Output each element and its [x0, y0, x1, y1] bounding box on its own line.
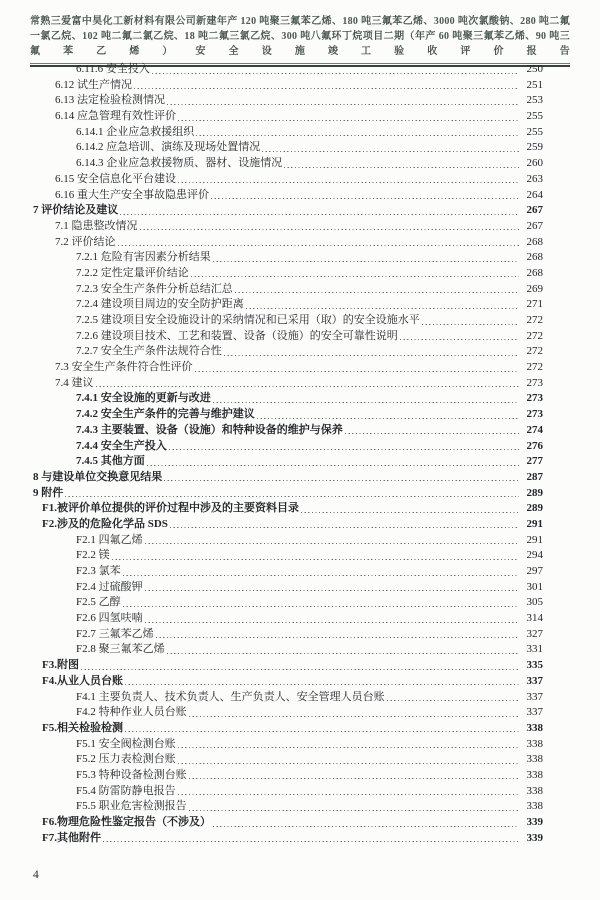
dotted-leader: [400, 329, 519, 345]
toc-entry-page-number: 337: [526, 706, 543, 719]
running-header: [30, 14, 570, 67]
dotted-leader: [178, 752, 519, 768]
dotted-leader: [178, 109, 519, 125]
toc-entry-label: 6.12 试生产情况: [55, 78, 132, 91]
dotted-leader: [257, 407, 519, 423]
toc-entry-page-number: 268: [526, 251, 543, 264]
toc-entry-label: 6.14 应急管理有效性评价: [55, 110, 176, 123]
dotted-leader: [224, 344, 519, 360]
toc-entry: [33, 454, 543, 470]
dotted-leader: [164, 470, 519, 486]
toc-entry-page-number: 263: [526, 172, 543, 185]
toc-entry-label: F2.8 聚三氟苯乙烯: [76, 643, 165, 656]
dotted-leader: [125, 674, 519, 690]
toc-entry-page-number: 314: [526, 612, 543, 625]
dotted-leader: [169, 439, 519, 455]
toc-entry-page-number: 289: [526, 502, 543, 515]
toc-entry: [33, 658, 543, 674]
toc-entry-page-number: 267: [526, 204, 543, 217]
toc-entry-label: 7.2.4 建设项目周边的安全防护距离: [76, 298, 244, 311]
toc-entry-page-number: 338: [526, 753, 543, 766]
toc-entry-label: 7.4.2 安全生产条件的完善与维护建议: [76, 408, 255, 421]
table-of-contents: [33, 62, 543, 846]
toc-entry-page-number: 255: [526, 125, 543, 138]
toc-entry-page-number: 301: [526, 580, 543, 593]
toc-entry: [33, 705, 543, 721]
dotted-leader: [262, 140, 519, 156]
toc-entry-label: F2.5 乙醇: [76, 596, 121, 609]
toc-entry-label: 7.4.4 安全生产投入: [76, 439, 167, 452]
dotted-leader: [170, 517, 519, 533]
toc-entry-label: 7.4 建议: [55, 376, 94, 389]
toc-entry-label: F2.2 镁: [76, 549, 110, 562]
toc-entry-label: 6.11.6 安全投入: [76, 63, 150, 75]
toc-entry-page-number: 337: [526, 674, 543, 687]
toc-entry-label: 7.2.6 建设项目技术、工艺和装置、设备（设施）的安全可靠性说明: [76, 329, 398, 342]
toc-entry: [33, 595, 543, 611]
dotted-leader: [81, 658, 519, 674]
toc-entry-page-number: 305: [526, 596, 543, 609]
toc-entry-label: 7.2 评价结论: [55, 235, 116, 248]
toc-entry-label: F4.从业人员台账: [42, 674, 123, 687]
toc-entry: [33, 517, 543, 533]
toc-entry-label: F4.1 主要负责人、技术负责人、生产负责人、安全管理人员台账: [76, 690, 385, 703]
toc-entry-page-number: 273: [526, 376, 543, 389]
toc-entry: [33, 752, 543, 768]
toc-entry-label: F4.2 特种作业人员台账: [76, 706, 187, 719]
toc-entry: [33, 611, 543, 627]
toc-entry-label: 7.2.3 安全生产条件分析总结汇总: [76, 282, 233, 295]
toc-entry-page-number: 255: [526, 110, 543, 123]
dotted-leader: [120, 203, 519, 219]
toc-entry-page-number: 338: [526, 737, 543, 750]
toc-entry: [33, 721, 543, 737]
toc-entry: [33, 282, 543, 298]
toc-entry-page-number: 287: [526, 470, 543, 483]
toc-entry-label: 7 评价结论及建议: [33, 204, 119, 217]
dotted-leader: [123, 564, 519, 580]
dotted-leader: [213, 250, 519, 266]
dotted-leader: [213, 391, 519, 407]
footer-page-number: 4: [33, 869, 39, 881]
dotted-leader: [125, 721, 519, 737]
toc-entry: [33, 674, 543, 690]
toc-entry: [33, 831, 543, 847]
toc-entry-label: F2.4 过硫酸钾: [76, 580, 143, 593]
toc-entry: [33, 407, 543, 423]
dotted-leader: [145, 580, 519, 596]
toc-entry-page-number: 338: [526, 721, 543, 734]
toc-entry: [33, 533, 543, 549]
dotted-leader: [145, 533, 519, 549]
toc-entry-label: F2.3 氯苯: [76, 565, 121, 577]
toc-entry-label: F6.物理危险性鉴定报告（不涉及）: [42, 816, 211, 828]
toc-entry-label: F2.涉及的危险化学品 SDS: [42, 517, 168, 530]
toc-entry-label: F1.被评价单位提供的评价过程中涉及的主要资料目录: [42, 502, 299, 515]
toc-entry-label: F5.相关检验检测: [42, 721, 123, 734]
toc-entry-page-number: 338: [526, 768, 543, 781]
dotted-leader: [301, 501, 519, 517]
toc-entry-page-number: 250: [526, 63, 543, 75]
dotted-leader: [134, 78, 519, 94]
toc-entry-label: F7.其他附件: [42, 831, 101, 844]
toc-entry: [33, 642, 543, 658]
dotted-leader: [123, 595, 519, 611]
toc-entry: [33, 156, 543, 172]
dotted-leader: [147, 454, 519, 470]
toc-entry-page-number: 289: [526, 486, 543, 499]
toc-entry: [33, 313, 543, 329]
toc-entry-page-number: 297: [526, 565, 543, 577]
toc-entry: [33, 172, 543, 188]
toc-entry: [33, 423, 543, 439]
dotted-leader: [422, 313, 519, 329]
toc-entry-label: 7.2.2 定性定量评价结论: [76, 266, 189, 279]
toc-entry-page-number: 273: [526, 408, 543, 421]
toc-entry-label: 6.13 法定检验检测情况: [55, 94, 165, 107]
toc-entry-label: 7.2.1 危险有害因素分析结果: [76, 251, 211, 264]
toc-entry: [33, 391, 543, 407]
dotted-leader: [345, 423, 519, 439]
toc-entry-label: F5.5 职业危害检测报告: [76, 800, 187, 813]
toc-entry: [33, 125, 543, 141]
toc-entry: [33, 203, 543, 219]
toc-entry-page-number: 272: [526, 361, 543, 374]
toc-entry: [33, 548, 543, 564]
dotted-leader: [152, 62, 519, 78]
toc-entry-label: 7.4.3 主要装置、设备（设施）和特种设备的维护与保养: [76, 423, 343, 436]
toc-entry: [33, 219, 543, 235]
toc-entry: [33, 250, 543, 266]
dotted-leader: [140, 219, 520, 235]
dotted-leader: [96, 376, 520, 392]
toc-entry: [33, 109, 543, 125]
toc-entry-label: 6.14.3 企业应急救援物质、器材、设施情况: [76, 157, 283, 170]
dotted-leader: [103, 831, 519, 847]
toc-entry-page-number: 338: [526, 800, 543, 813]
toc-entry-page-number: 264: [526, 188, 543, 201]
toc-entry-page-number: 253: [526, 94, 543, 107]
toc-entry-page-number: 260: [526, 157, 543, 170]
toc-entry-page-number: 268: [526, 266, 543, 279]
toc-entry-page-number: 337: [526, 690, 543, 703]
toc-entry-page-number: 338: [526, 784, 543, 797]
toc-entry: [33, 627, 543, 643]
dotted-leader: [196, 125, 519, 141]
toc-entry: [33, 439, 543, 455]
toc-entry: [33, 690, 543, 706]
toc-entry-label: 6.14.2 应急培训、演练及现场处置情况: [76, 141, 261, 154]
toc-entry-label: 7.3 安全生产条件符合性评价: [55, 361, 193, 374]
toc-entry-label: F2.6 四氢呋喃: [76, 612, 143, 625]
dotted-leader: [211, 188, 519, 204]
toc-entry-page-number: 331: [526, 643, 543, 656]
toc-entry-page-number: 271: [526, 298, 543, 311]
toc-entry-label: 6.14.1 企业应急救援组织: [76, 125, 195, 138]
toc-entry: [33, 235, 543, 251]
dotted-leader: [195, 360, 520, 376]
toc-entry-label: 7.2.7 安全生产条件法规符合性: [76, 345, 222, 358]
toc-entry-label: F5.4 防雷防静电报告: [76, 784, 176, 797]
toc-entry: [33, 501, 543, 517]
toc-entry: [33, 140, 543, 156]
toc-entry: [33, 344, 543, 360]
toc-entry-label: 8 与建设单位交换意见结果: [33, 470, 163, 483]
dotted-leader: [189, 768, 519, 784]
toc-entry-page-number: 335: [526, 659, 543, 672]
toc-entry: [33, 329, 543, 345]
dotted-leader: [167, 93, 519, 109]
toc-entry-label: F3.附图: [42, 659, 79, 672]
toc-entry-label: 7.4.5 其他方面: [76, 455, 145, 468]
dotted-leader: [189, 705, 519, 721]
dotted-leader: [65, 486, 519, 502]
toc-entry: [33, 815, 543, 831]
dotted-leader: [178, 737, 519, 753]
dotted-leader: [387, 690, 519, 706]
toc-entry: [33, 486, 543, 502]
toc-entry: [33, 737, 543, 753]
dotted-leader: [145, 611, 519, 627]
toc-entry-page-number: 339: [526, 831, 543, 844]
toc-entry-label: 7.2.5 建设项目安全设施设计的采纳情况和已采用（取）的安全设施水平: [76, 314, 420, 326]
toc-entry-page-number: 276: [526, 439, 543, 452]
dotted-leader: [167, 642, 519, 658]
toc-entry: [33, 78, 543, 94]
dotted-leader: [112, 548, 519, 564]
toc-entry-page-number: 259: [526, 141, 543, 154]
toc-entry-label: F2.7 三氟苯乙烯: [76, 627, 154, 640]
document-title: 常熟三爱富中昊化工新材料有限公司新建年产 120 吨聚三氟苯乙烯、180 吨三氟苯乙烯、3000 吨次氯酸钠、280 吨二氟一氯乙烷、102 吨二氟二氯乙烷、18 吨二氟三氯乙烷、300 吨八氟环丁烷项目二期（年产 60 吨聚三氟苯乙烯、90 吨三氟苯乙烯）安全设施竣工验收评价报告: [30, 16, 570, 58]
toc-entry-page-number: 294: [526, 549, 543, 562]
toc-entry-page-number: 269: [526, 282, 543, 295]
toc-entry: [33, 564, 543, 580]
toc-entry-page-number: 251: [526, 78, 543, 91]
toc-entry-label: 6.15 安全信息化平台建设: [55, 172, 176, 185]
toc-entry: [33, 580, 543, 596]
toc-entry-page-number: 339: [526, 816, 543, 828]
dotted-leader: [246, 297, 519, 313]
dotted-leader: [235, 282, 519, 298]
dotted-leader: [191, 266, 519, 282]
toc-entry: [33, 768, 543, 784]
toc-entry-page-number: 291: [526, 533, 543, 546]
toc-entry-page-number: 268: [526, 235, 543, 248]
toc-entry-page-number: 272: [526, 345, 543, 358]
dotted-leader: [156, 627, 519, 643]
toc-entry-page-number: 272: [526, 314, 543, 326]
toc-entry-page-number: 277: [526, 455, 543, 468]
toc-entry-label: 9 附件: [33, 486, 64, 499]
dotted-leader: [189, 799, 519, 815]
toc-entry-label: F5.1 安全阀检测台账: [76, 737, 176, 750]
toc-entry: [33, 266, 543, 282]
toc-entry: [33, 799, 543, 815]
dotted-leader: [284, 156, 519, 172]
toc-entry: [33, 93, 543, 109]
toc-entry: [33, 784, 543, 800]
toc-entry: [33, 360, 543, 376]
dotted-leader: [118, 235, 520, 251]
dotted-leader: [178, 172, 519, 188]
toc-entry-page-number: 273: [526, 392, 543, 405]
toc-entry-label: F5.3 特种设备检测台账: [76, 768, 187, 781]
toc-entry-page-number: 327: [526, 627, 543, 640]
dotted-leader: [213, 815, 519, 831]
toc-entry-label: 7.1 隐患整改情况: [55, 219, 138, 232]
toc-entry-page-number: 291: [526, 517, 543, 530]
toc-entry: [33, 376, 543, 392]
toc-entry-page-number: 274: [526, 423, 543, 436]
toc-entry-page-number: 267: [526, 219, 543, 232]
toc-entry: [33, 62, 543, 78]
toc-entry-page-number: 272: [526, 329, 543, 342]
toc-entry-label: F5.2 压力表检测台账: [76, 753, 176, 766]
toc-entry-label: 6.16 重大生产安全事故隐患评价: [55, 188, 209, 201]
toc-entry: [33, 297, 543, 313]
toc-entry: [33, 188, 543, 204]
toc-entry-label: F2.1 四氟乙烯: [76, 533, 143, 546]
dotted-leader: [178, 784, 519, 800]
toc-entry-label: 7.4.1 安全设施的更新与改进: [76, 392, 211, 405]
toc-entry: [33, 470, 543, 486]
